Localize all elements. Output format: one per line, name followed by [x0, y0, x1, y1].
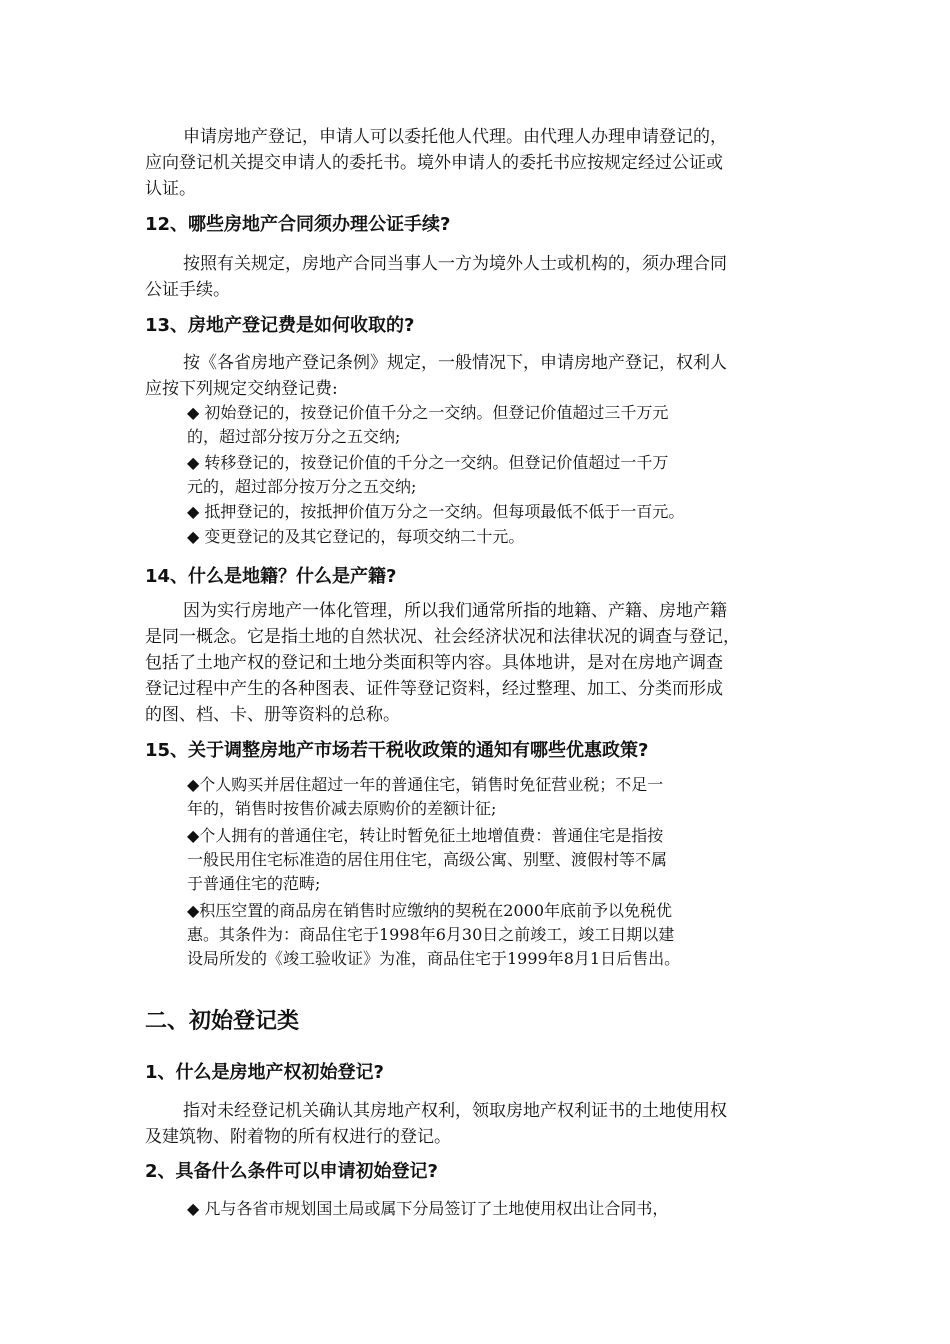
question-13-bullet-1: ◆ 初始登记的，按登记价值千分之一交纳。但登记价值超过三千万元 的，超过部分按万分之五交纳;: [187, 403, 669, 446]
intro-paragraph: 申请房地产登记，申请人可以委托他人代理。由代理人办理申请登记的， 应向登记机关提交申请人的委托书。境外申请人的委托书应按规定经过公证或 认证。: [145, 127, 727, 199]
section-2-question-2-heading: 2、具备什么条件可以申请初始登记?: [145, 1161, 438, 1182]
question-13-bullet-2: ◆ 转移登记的，按登记价值的千分之一交纳。但登记价值超过一千万 元的，超过部分按万分之五交纳;: [187, 453, 669, 496]
section-2-question-2-bullet-1: ◆ 凡与各省市规划国土局或属下分局签订了土地使用权出让合同书，: [187, 1199, 669, 1218]
question-15-bullet-1: ◆个人购买并居住超过一年的普通住宅，销售时免征营业税；不足一 年的，销售时按售价减去原购价的差额计征;: [187, 775, 664, 818]
section-2-title: 二、初始登记类: [145, 1009, 300, 1034]
question-13-bullet-4: ◆ 变更登记的及其它登记的，每项交纳二十元。: [187, 527, 525, 546]
question-12-heading: 12、哪些房地产合同须办理公证手续?: [145, 214, 451, 235]
question-14-answer: 因为实行房地产一体化管理，所以我们通常所指的地籍、产籍、房地产籍 是同一概念。它是指土地的自然状况、社会经济状况和法律状况的调查与登记， 包括了土地产权的登记和土地分类面积等内容。具体地讲，是对在房地产调查 登记过程中产生的各种图表、证件等登记资料，经过整理、加工、分类而形成 的图、档、卡、册等资料的总称。: [145, 601, 740, 725]
question-14-heading: 14、什么是地籍？什么是产籍?: [145, 566, 397, 587]
question-13-bullet-3: ◆ 抵押登记的，按抵押价值万分之一交纳。但每项最低不低于一百元。: [187, 502, 685, 521]
section-2-question-1-heading: 1、什么是房地产权初始登记?: [145, 1062, 384, 1083]
question-15-heading: 15、关于调整房地产市场若干税收政策的通知有哪些优惠政策?: [145, 740, 649, 761]
question-15-bullet-3: ◆积压空置的商品房在销售时应缴纳的契税在2000年底前予以免税优 惠。其条件为：商品住宅于1998年6月30日之前竣工，竣工日期以建 设局所发的《竣工验收证》为准，商品住宅于1999年8月1日后售出。: [187, 901, 681, 968]
question-13-heading: 13、房地产登记费是如何收取的?: [145, 315, 415, 336]
question-12-answer: 按照有关规定，房地产合同当事人一方为境外人士或机构的，须办理合同 公证手续。: [145, 254, 727, 300]
question-13-answer: 按《各省房地产登记条例》规定，一般情况下，申请房地产登记，权利人 应按下列规定交纳登记费:: [145, 353, 727, 399]
question-15-bullet-2: ◆个人拥有的普通住宅，转让时暂免征土地增值费：普通住宅是指按 一般民用住宅标准造的居住用住宅，高级公寓、别墅、渡假村等不属 于普通住宅的范畴;: [187, 826, 668, 893]
section-2-question-1-answer: 指对未经登记机关确认其房地产权利，领取房地产权利证书的土地使用权 及建筑物、附着物的所有权进行的登记。: [145, 1101, 727, 1147]
